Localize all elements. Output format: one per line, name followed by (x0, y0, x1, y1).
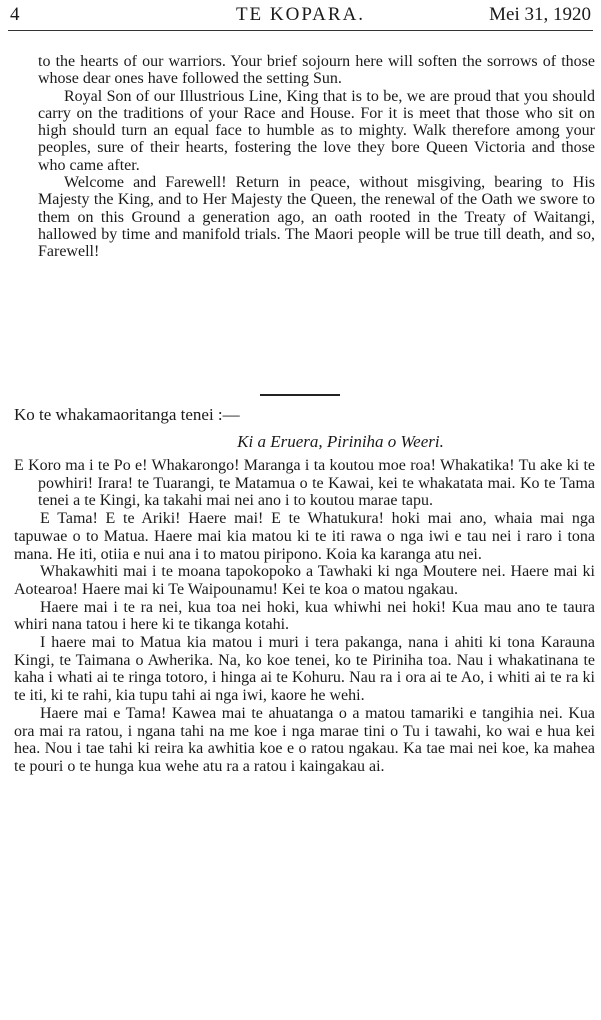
english-paragraph: Royal Son of our Illustrious Line, King that is to be, we are proud that you should carry on the traditions of your Race and House. For it is meet that those who sit on high should turn an equal face to humble as to mighty. Walk therefore among your peoples, sure of their hearts, fostering the love they bore Queen Victoria and those who came after. (38, 87, 595, 174)
english-paragraph: to the hearts of our warriors. Your brief sojourn here will soften the sorrows of those whose dear ones have followed the setting Sun. (38, 53, 595, 88)
translation-subtitle: Ki a Eruera, Piriniha o Weeri. (237, 432, 444, 451)
publication-title: TE KOPARA. (235, 4, 366, 25)
page-number: 4 (10, 4, 20, 25)
maori-paragraph: Haere mai i te ra nei, kua toa nei hoki, kua whiwhi nei hoki! Kua mau ano te taura whiri nana tatou i here ki te tikanga kotahi. (14, 598, 595, 634)
translation-intro: Ko te whakamaoritanga tenei :— (14, 405, 240, 424)
maori-paragraph: I haere mai to Matua kia matou i muri i tera pakanga, nana i ahiti ki tona Karauna Kingi, te Taimana o Awherika. Na, ko koe tenei, ko te Piriniha toa. Nau i whakatinana te kaha i whati ai te ringa totoro, i hinga ai te Kohuru. Nau ra i ora ai te Ao, i whiti ai te ra ki te iti, ki te rahi, kia tupu tahi ai nga iwi, kaore he wehi. (14, 634, 595, 705)
maori-address (14, 457, 595, 776)
maori-paragraph: Whakawhiti mai i te moana tapokopoko a Tawhaki ki nga Moutere nei. Haere mai ki Aotearoa! Haere mai ki Te Waipounamu! Kei te koa o matou ngakau. (14, 563, 595, 598)
maori-paragraph: E Koro ma i te Po e! Whakarongo! Maranga i ta koutou moe roa! Whakatika! Tu ake ki te powhiri! Irara! te Tuarangi, te Matamua o te Kawai, kei te whakatata mai. Ko te Tama tenei a te Kingi, ka takahi mai nei ano i to koutou marae tapu. (14, 457, 595, 510)
header-rule (8, 30, 593, 31)
page-header (10, 2, 591, 28)
english-paragraph: Welcome and Farewell! Return in peace, without misgiving, bearing to His Majesty the King, and to Her Majesty the Queen, the renewal of the Oath we swore to them on this Ground a generation ago, an oath rooted in the Treaty of Waitangi, hallowed by time and manifold trials. The Maori people will be true till death, and so, Farewell! (38, 174, 595, 261)
maori-paragraph: Haere mai e Tama! Kawea mai te ahuatanga o a matou tamariki e tangihia nei. Kua ora mai ra ratou, i ngana tahi na me koe i nga marae tini o Tu i tawahi, ko wai e hua kei hea. Nou i tae tahi ki reira ka awhitia koe e o ratou ngakau. Ka tae mai nei koe, ka mahea te pouri o te hunga kua wehe atu ra a ratou i kaingakau ai. (14, 704, 595, 775)
maori-paragraph: E Tama! E te Ariki! Haere mai! E te Whatukura! hoki mai ano, whaia mai nga tapuwae o to Matua. Haere mai kia matou ki te iti rawa o nga iwi e tau nei i raro i tona mana. He iti, otiia e nui ana i to matou piripono. Koia ka karanga atu nei. (14, 510, 595, 563)
issue-date: Mei 31, 1920 (489, 4, 591, 25)
english-address (38, 53, 595, 261)
section-divider (260, 394, 340, 396)
